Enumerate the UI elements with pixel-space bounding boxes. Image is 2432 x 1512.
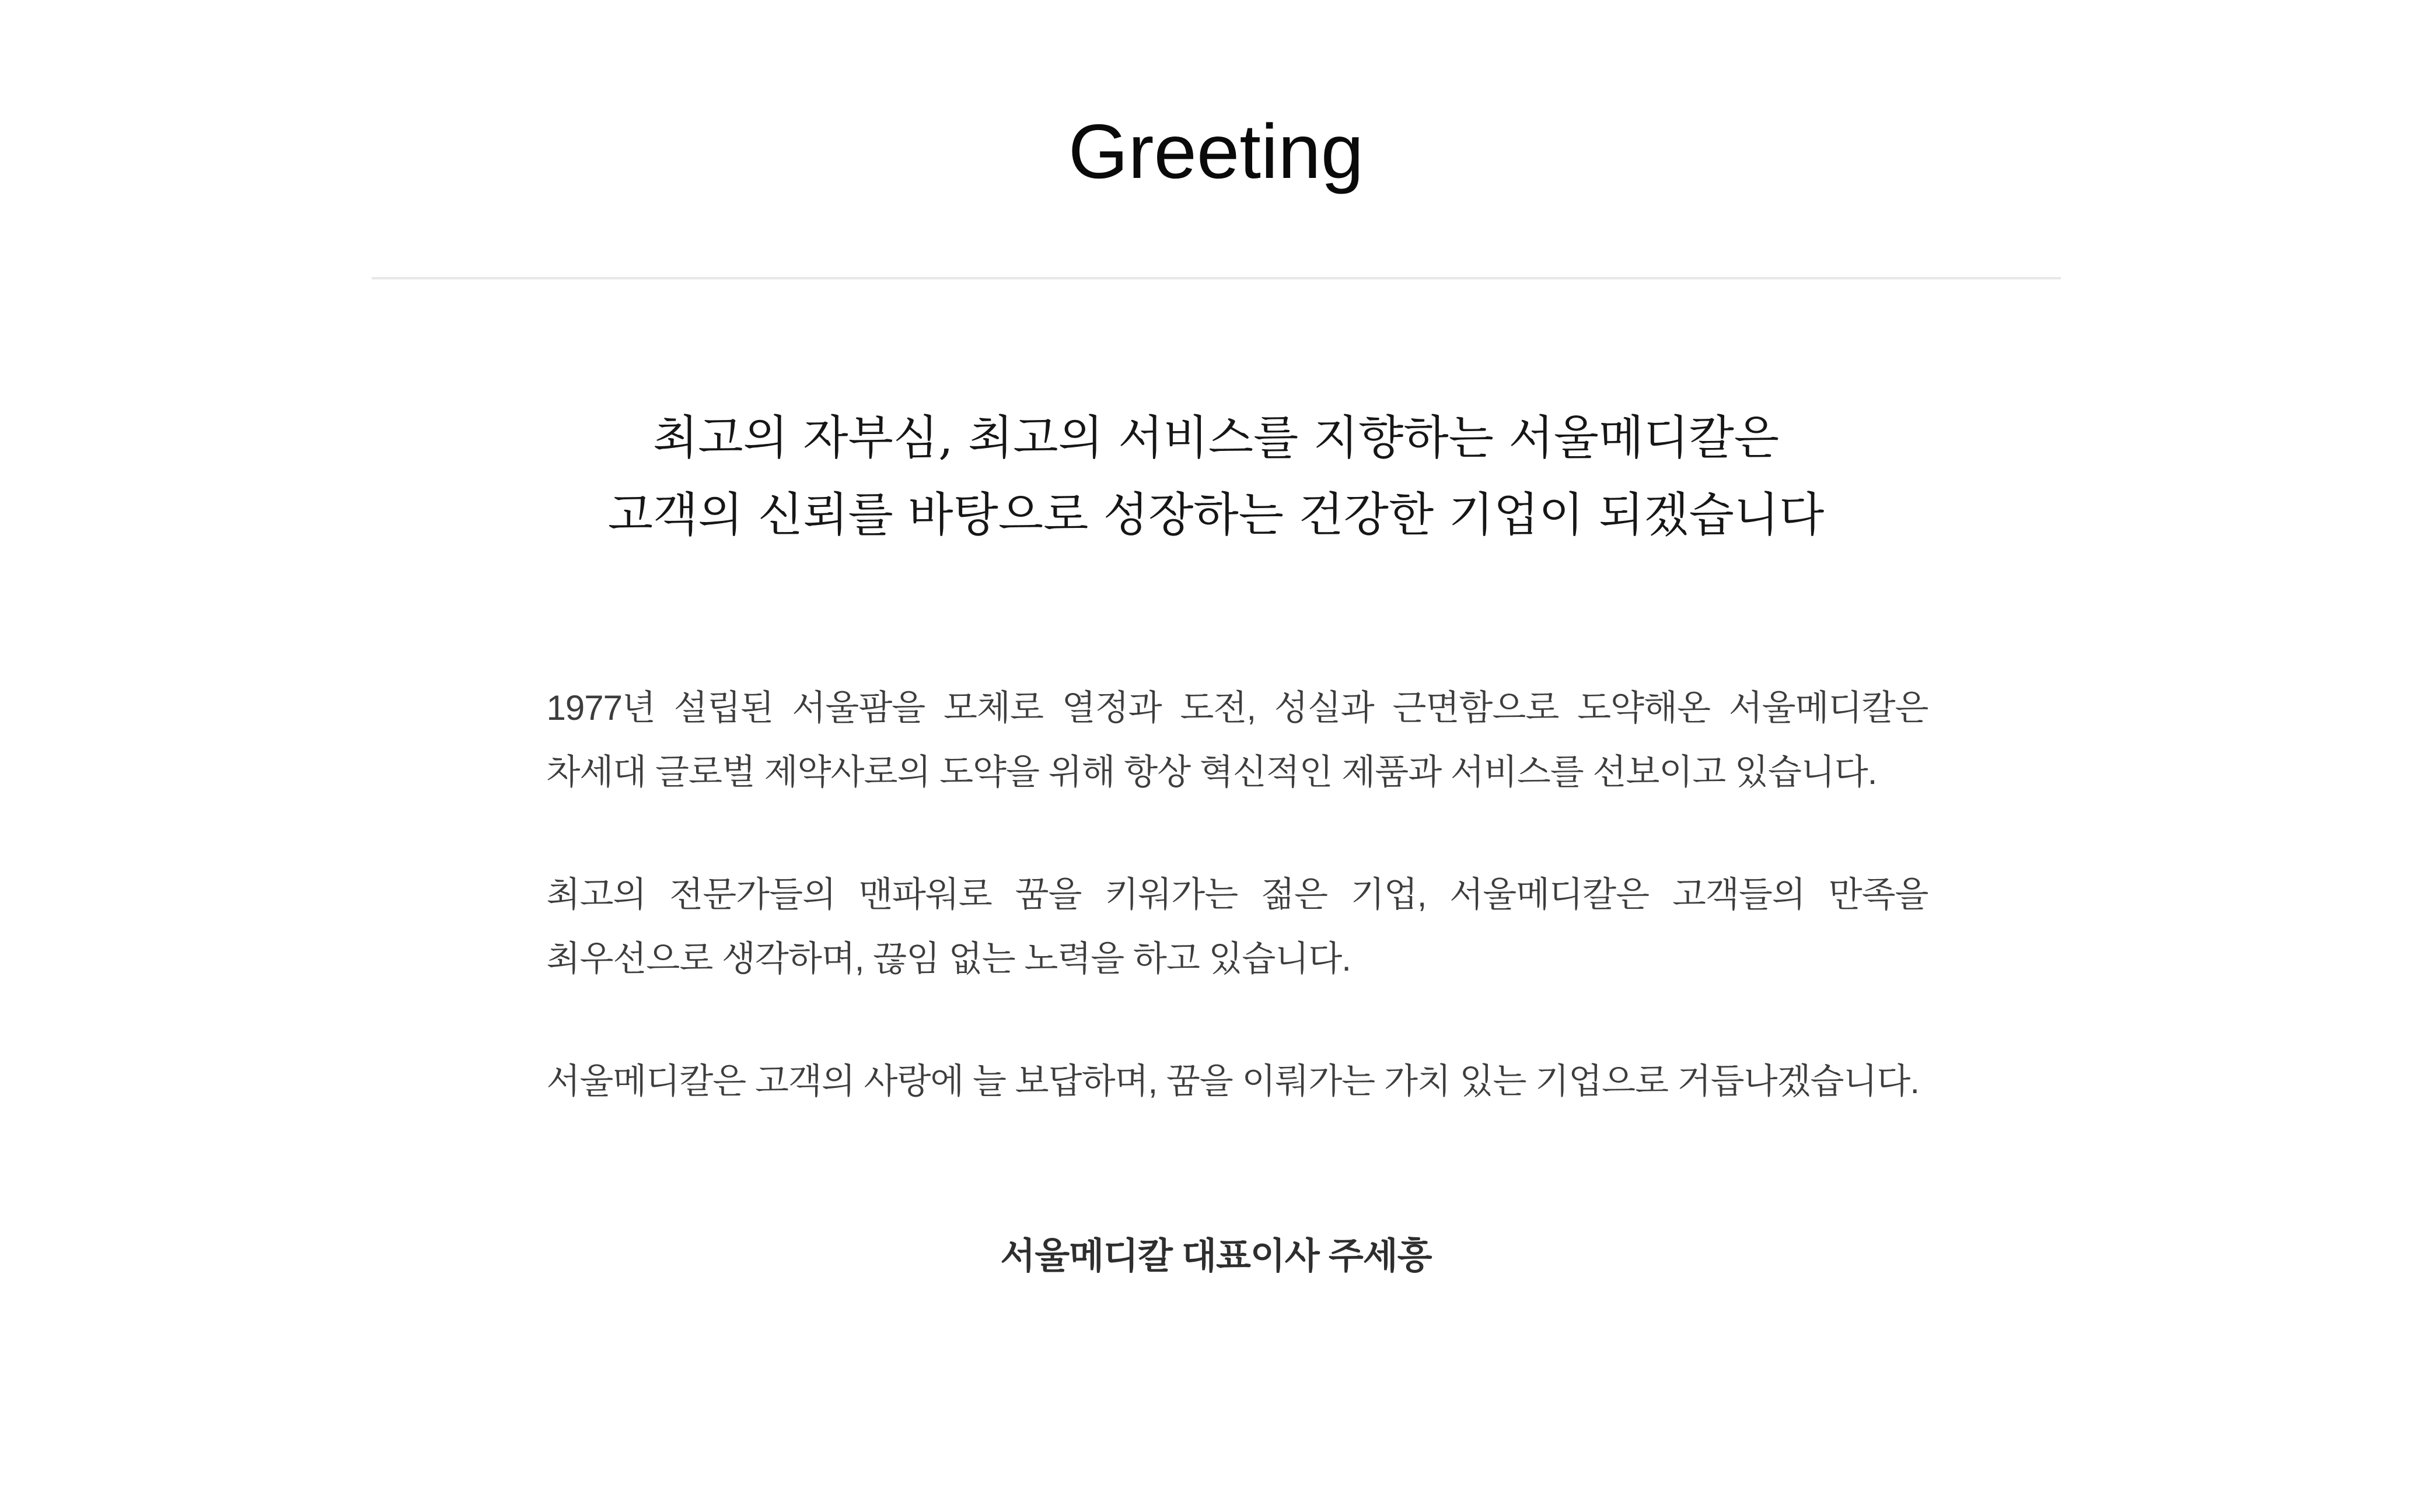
greeting-body [547, 676, 1928, 1114]
greeting-section [372, 400, 2061, 1283]
greeting-paragraph-3: 서울메디칼은 고객의 사랑에 늘 보답하며, 꿈을 이뤄가는 가치 있는 기업으로 거듭나겠습니다. [546, 1062, 1920, 1101]
greeting-heading [372, 400, 2061, 554]
greeting-paragraph-2: 최고의 전문가들의 맨파워로 꿈을 키워가는 젊은 기업, 서울메디칼은 고객들의 만족을 최우선으로 생각하며, 끊임 없는 노력을 하고 있습니다. [546, 875, 1928, 978]
page-title: Greeting [1068, 108, 1364, 194]
section-divider [372, 277, 2061, 280]
greeting-heading-line1: 최고의 자부심, 최고의 서비스를 지향하는 서울메디칼은 [652, 411, 1780, 465]
greeting-heading-line2: 고객의 신뢰를 바탕으로 성장하는 건강한 기업이 되겠습니다 [607, 488, 1825, 542]
ceo-signature: 서울메디칼 대표이사 주세흥 [1000, 1236, 1432, 1276]
greeting-paragraph-1: 1977년 설립된 서울팜을 모체로 열정과 도전, 성실과 근면함으로 도약해온 서울메디칼은 차세대 글로벌 제약사로의 도약을 위해 항상 혁신적인 제품과 서비스를 선보이고 있습니다. [546, 688, 1928, 792]
